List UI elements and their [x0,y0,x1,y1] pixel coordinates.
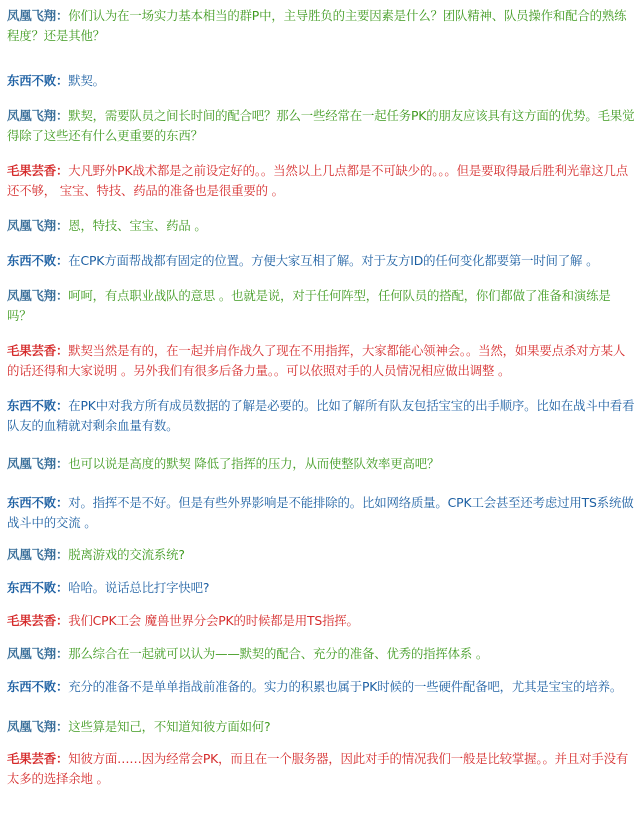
speaker-name: 东西不败： [7,398,69,413]
dialogue-line [7,286,639,326]
dialogue-text: 恩，特技、宝宝、药品 。 [68,218,207,233]
dialogue-line [7,341,639,381]
dialogue-text: 知彼方面……因为经常会PK，而且在一个服务器，因此对手的情况我们一般是比较掌握。。并且对手没有太多的选择余地 。 [7,751,629,786]
dialogue-line [7,611,639,631]
dialogue-line [7,545,639,565]
dialogue-line [7,396,639,436]
interview-transcript [0,6,639,789]
dialogue-text: 充分的准备不是单单指战前准备的。实力的积累也属于PK时候的一些硬件配备吧，尤其是宝宝的培养。 [68,679,623,694]
dialogue-text: 你们认为在一场实力基本相当的群P中，主导胜负的主要因素是什么？团队精神、队员操作和配合的熟练程度？还是其他？ [7,8,627,43]
speaker-name: 凤凰飞翔： [7,646,69,661]
dialogue-text: 这些算是知己，不知道知彼方面如何? [68,719,271,734]
dialogue-text: 那么综合在一起就可以认为——默契的配合、充分的准备、优秀的指挥体系 。 [68,646,489,661]
speaker-name: 凤凰飞翔： [7,288,69,303]
speaker-name: 东西不败： [7,679,69,694]
dialogue-text: 在CPK方面帮战都有固定的位置。方便大家互相了解。对于友方ID的任何变化都要第一时间了解 。 [68,253,599,268]
speaker-name: 凤凰飞翔： [7,547,69,562]
dialogue-text: 也可以说是高度的默契 降低了指挥的压力，从而使整队效率更高吧？ [68,456,440,471]
speaker-name: 东西不败： [7,495,69,510]
dialogue-line [7,578,639,598]
dialogue-text: 脱离游戏的交流系统? [68,547,185,562]
dialogue-line [7,106,639,146]
dialogue-text: 默契，需要队员之间长时间的配合吧？那么一些经常在一起任务PK的朋友应该具有这方面的优势。毛果觉得除了这些还有什么更重要的东西？ [7,108,635,143]
dialogue-text: 呵呵，有点职业战队的意思 。也就是说，对于任何阵型，任何队员的搭配，你们都做了准备和演练是吗？ [7,288,611,323]
dialogue-text: 我们CPK工会 魔兽世界分会PK的时候都是用TS指挥。 [68,613,359,628]
speaker-name: 凤凰飞翔： [7,719,69,734]
speaker-name: 凤凰飞翔： [7,108,69,123]
dialogue-line [7,717,639,737]
dialogue-line [7,71,639,91]
speaker-name: 凤凰飞翔： [7,218,69,233]
dialogue-text: 默契。 [68,73,105,88]
speaker-name: 凤凰飞翔： [7,456,69,471]
dialogue-line [7,161,639,201]
dialogue-line [7,677,639,697]
speaker-name: 东西不败： [7,73,69,88]
dialogue-text: 对。指挥不是不好。但是有些外界影响是不能排除的。比如网络质量。CPK工会甚至还考虑过用TS系统做战斗中的交流 。 [7,495,634,530]
dialogue-text: 在PK中对我方所有成员数据的了解是必要的。比如了解所有队友包括宝宝的出手顺序。比如在战斗中看看队友的血精就对剩余血量有数。 [7,398,635,433]
dialogue-line [7,216,639,236]
dialogue-text: 大凡野外PK战术都是之前设定好的。。当然以上几点都是不可缺少的。。。但是要取得最后胜利光靠这几点还不够， 宝宝、特技、药品的准备也是很重要的 。 [7,163,628,198]
speaker-name: 毛果芸香： [7,613,69,628]
speaker-name: 毛果芸香： [7,343,69,358]
dialogue-line [7,493,639,533]
dialogue-line [7,6,639,46]
speaker-name: 毛果芸香： [7,751,69,766]
dialogue-line [7,644,639,664]
speaker-name: 东西不败： [7,580,69,595]
speaker-name: 东西不败： [7,253,69,268]
dialogue-line [7,251,639,271]
speaker-name: 毛果芸香： [7,163,69,178]
speaker-name: 凤凰飞翔： [7,8,69,23]
dialogue-text: 默契当然是有的，在一起并肩作战久了现在不用指挥，大家都能心领神会。。当然，如果要点杀对方某人的话还得和大家说明 。另外我们有很多后备力量。。可以依照对手的人员情况相应做出调整 。 [7,343,626,378]
dialogue-text: 哈哈。说话总比打字快吧? [68,580,210,595]
dialogue-line [7,454,639,474]
dialogue-line [7,749,639,789]
